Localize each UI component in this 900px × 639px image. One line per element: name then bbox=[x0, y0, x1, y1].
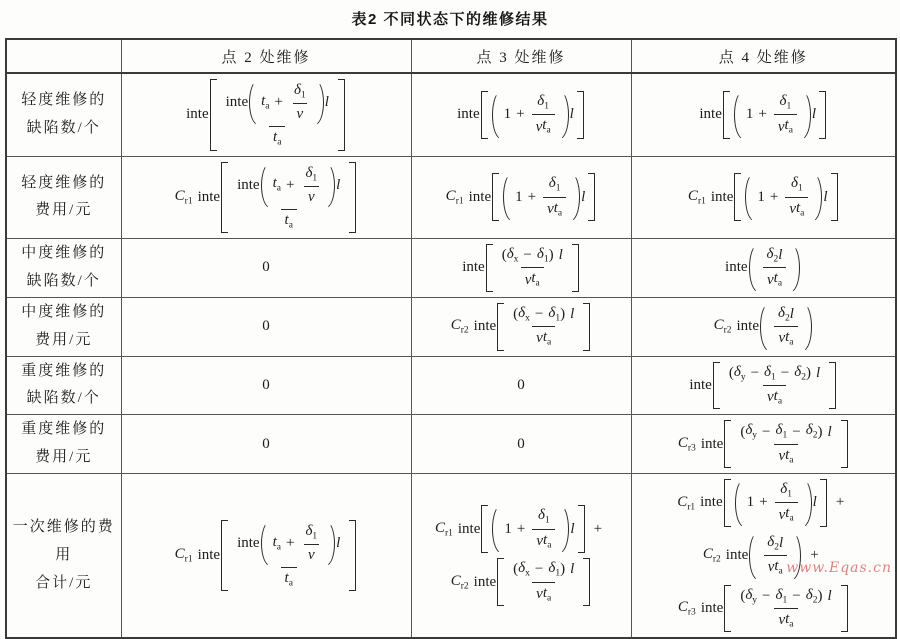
formula-line: 0 bbox=[517, 376, 525, 393]
page-title: 表2 不同状态下的维修结果 bbox=[351, 11, 549, 28]
row-label: 重度维修的 缺陷数/个 bbox=[6, 356, 121, 415]
formula-line: 0 bbox=[262, 376, 270, 393]
formula-line: inte 1 + $\delta_1$ v $t_a$ l bbox=[632, 91, 896, 139]
formula-line: 0 bbox=[517, 435, 525, 452]
formula-cell bbox=[631, 415, 896, 474]
column-header-point3: 点 3 处维修 bbox=[411, 39, 631, 73]
formula-cell bbox=[631, 239, 896, 298]
formula-cell bbox=[411, 73, 631, 156]
formula-cell bbox=[631, 356, 896, 415]
formula-cell bbox=[631, 474, 896, 639]
watermark: www.Eqas.cn bbox=[786, 560, 892, 576]
formula-cell bbox=[411, 356, 631, 415]
table-row bbox=[6, 474, 896, 639]
formula-line: inte $\delta_2$ l v $t_a$ bbox=[632, 244, 896, 292]
formula-line: $C_{r3}$ inte ( $\delta_y$ − $\delta_1$ − $\delta_2$ ) l v $t_a$ bbox=[632, 585, 896, 633]
maintenance-results-table bbox=[5, 38, 897, 639]
formula-cell bbox=[631, 73, 896, 156]
formula-cell bbox=[121, 415, 411, 474]
formula-cell bbox=[121, 297, 411, 356]
formula-cell bbox=[411, 415, 631, 474]
table-row bbox=[6, 156, 896, 239]
formula-line: inte inte $t_a$ + $\frac{\delta_1}{v}$ l $t_a$ bbox=[122, 79, 411, 151]
formula-line: $C_{r2}$ inte $\delta_2$ l v $t_a$ + bbox=[632, 532, 896, 580]
formula-cell bbox=[411, 474, 631, 639]
formula-line: inte ( $\delta_x$ − $\delta_1$ ) l v $t_a$ bbox=[412, 244, 631, 292]
row-label: 轻度维修的 费用/元 bbox=[6, 156, 121, 239]
row-label: 中度维修的 费用/元 bbox=[6, 297, 121, 356]
formula-line: $C_{r2}$ inte ( $\delta_x$ − $\delta_1$ ) l v $t_a$ bbox=[412, 303, 631, 351]
formula-line: inte ( $\delta_y$ − $\delta_1$ − $\delta_2$ ) l v $t_a$ bbox=[632, 362, 896, 410]
formula-line: $C_{r2}$ inte $\delta_2$ l v $t_a$ bbox=[632, 303, 896, 351]
row-label: 重度维修的 费用/元 bbox=[6, 415, 121, 474]
formula-cell bbox=[411, 297, 631, 356]
formula-line: $C_{r2}$ inte ( $\delta_x$ − $\delta_1$ ) l v $t_a$ bbox=[412, 558, 631, 606]
formula-cell bbox=[121, 474, 411, 639]
table-row bbox=[6, 239, 896, 298]
formula-cell bbox=[631, 156, 896, 239]
formula-cell bbox=[411, 239, 631, 298]
column-header-point4: 点 4 处维修 bbox=[631, 39, 896, 73]
row-label: 轻度维修的 缺陷数/个 bbox=[6, 73, 121, 156]
table-row bbox=[6, 415, 896, 474]
formula-line: 0 bbox=[262, 259, 270, 276]
formula-line: $C_{r1}$ inte 1 + $\delta_1$ v $t_a$ l + bbox=[632, 479, 896, 527]
formula-cell bbox=[121, 156, 411, 239]
formula-line: inte 1 + $\delta_1$ v $t_a$ l bbox=[412, 91, 631, 139]
formula-line: $C_{r1}$ inte 1 + $\delta_1$ v $t_a$ l bbox=[412, 173, 631, 221]
formula-cell bbox=[121, 239, 411, 298]
row-label: 一次维修的费用 合计/元 bbox=[6, 474, 121, 639]
formula-line: $C_{r1}$ inte inte $t_a$ + $\frac{\delta_1}{v}$ l $t_a$ bbox=[122, 520, 411, 592]
formula-cell bbox=[631, 297, 896, 356]
formula-line: $C_{r3}$ inte ( $\delta_y$ − $\delta_1$ − $\delta_2$ ) l v $t_a$ bbox=[632, 420, 896, 468]
column-header-empty bbox=[6, 39, 121, 73]
formula-line: 0 bbox=[262, 435, 270, 452]
formula-line: $C_{r1}$ inte 1 + $\delta_1$ v $t_a$ l bbox=[632, 173, 896, 221]
formula-line: $C_{r1}$ inte inte $t_a$ + $\frac{\delta_1}{v}$ l $t_a$ bbox=[122, 162, 411, 234]
column-header-point2: 点 2 处维修 bbox=[121, 39, 411, 73]
formula-cell bbox=[121, 356, 411, 415]
formula-line: $C_{r1}$ inte 1 + $\delta_1$ v $t_a$ l + bbox=[412, 505, 631, 553]
table-row bbox=[6, 73, 896, 156]
row-label: 中度维修的 缺陷数/个 bbox=[6, 239, 121, 298]
header-row bbox=[6, 39, 896, 73]
formula-cell bbox=[411, 156, 631, 239]
formula-line: 0 bbox=[262, 318, 270, 335]
table-row bbox=[6, 356, 896, 415]
formula-cell bbox=[121, 73, 411, 156]
table-row bbox=[6, 297, 896, 356]
